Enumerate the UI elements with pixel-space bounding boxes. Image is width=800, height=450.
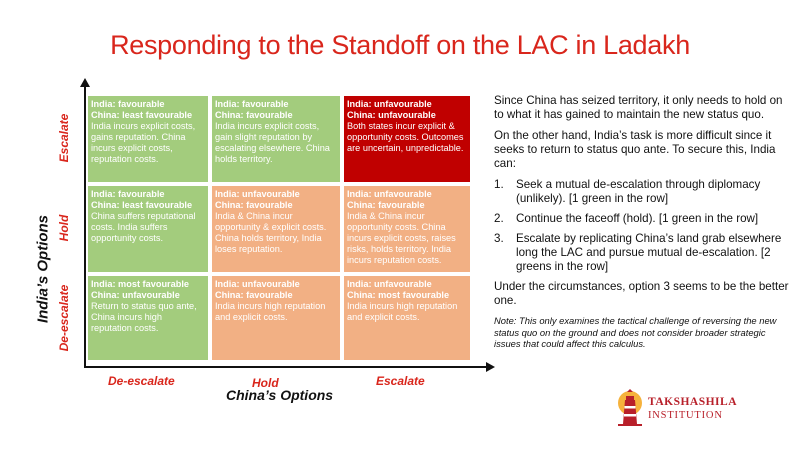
matrix-cell-r0-c1	[210, 94, 342, 184]
cell-china-status: China: favourable	[215, 200, 293, 210]
paragraph-conclusion: Under the circumstances, option 3 seems to be the better one.	[494, 280, 789, 307]
cell-china-status: China: favourable	[215, 110, 293, 120]
y-label-hold: Hold	[57, 214, 71, 242]
payoff-matrix	[86, 94, 472, 362]
footnote: Note: This only examines the tactical challenge of reversing the new status quo on the ground and does not consider broader strategic issues that could affect this calculus.	[494, 315, 777, 349]
cell-china-status: China: favourable	[215, 290, 293, 300]
cell-china-status: China: least favourable	[91, 200, 193, 210]
cell-description: India & China incur opportunity & explicit costs. China holds territory, India loses reputation.	[215, 211, 327, 254]
takshashila-logo	[614, 388, 794, 428]
logo-text-line2: INSTITUTION	[648, 410, 723, 421]
matrix-cell-r1-c0	[86, 184, 210, 274]
x-axis-arrow-icon	[486, 362, 495, 372]
cell-description: Both states incur explicit & opportunity costs. Outcomes are uncertain, unpredictable.	[347, 121, 464, 153]
y-label-escalate: Escalate	[57, 113, 71, 163]
cell-description: India incurs explicit costs, gains reputation. China incurs explicit costs, reputation costs.	[91, 121, 196, 164]
cell-india-status: India: unfavourable	[347, 99, 432, 109]
cell-india-status: India: unfavourable	[215, 279, 300, 289]
list-item-text: Seek a mutual de-escalation through diplomacy (unlikely). [1 green in the row]	[516, 178, 761, 205]
cell-china-status: China: favourable	[347, 200, 425, 210]
cell-description: India incurs high reputation and explicit costs.	[347, 301, 458, 322]
cell-india-status: India: unfavourable	[215, 189, 300, 199]
logo-text-line1: TAKSHASHILA	[648, 396, 738, 408]
cell-india-status: India: most favourable	[91, 279, 190, 289]
cell-description: India incurs high reputation and explicit costs.	[215, 301, 326, 322]
list-item	[494, 232, 792, 274]
paragraph-india-task: On the other hand, India’s task is more difficult since it seeks to return to status quo ante. To secure this, India can:	[494, 129, 776, 170]
paragraph-intro: Since China has seized territory, it only needs to hold on to what it has gained to maintain the new status quo.	[494, 94, 783, 121]
x-label-escalate: Escalate	[376, 374, 425, 388]
cell-china-status: China: unfavourable	[347, 110, 436, 120]
x-label-hold: Hold	[252, 376, 279, 390]
cell-india-status: India: favourable	[91, 189, 165, 199]
matrix-cell-r2-c0	[86, 274, 210, 362]
list-item-text: Escalate by replicating China’s land grab elsewhere long the LAC and pursue mutual de-escalation. [2 greens in the row]	[516, 232, 782, 273]
list-item-number: 3.	[494, 232, 504, 245]
list-item-number: 1.	[494, 178, 504, 191]
cell-india-status: India: unfavourable	[347, 279, 432, 289]
y-label-de-escalate: De-escalate	[57, 284, 71, 352]
x-axis-line	[84, 366, 488, 368]
list-item-number: 2.	[494, 212, 504, 225]
matrix-cell-r2-c1	[210, 274, 342, 362]
x-axis-title: China’s Options	[226, 387, 334, 403]
cell-description: India & China incur opportunity costs. China incurs explicit costs, raises risks, holds territory. India incurs reputation costs.	[347, 211, 456, 265]
cell-india-status: India: unfavourable	[347, 189, 432, 199]
lighthouse-icon	[614, 388, 646, 428]
y-axis-title: India’s Options	[34, 214, 52, 324]
cell-description: China suffers reputational costs. India suffers opportunity costs.	[91, 211, 196, 243]
matrix-cell-r1-c1	[210, 184, 342, 274]
list-item	[494, 178, 792, 206]
cell-india-status: India: favourable	[91, 99, 165, 109]
matrix-cell-r0-c2	[342, 94, 472, 184]
matrix-cell-r1-c2	[342, 184, 472, 274]
cell-description: India incurs explicit costs, gain slight reputation by escalating elsewhere. China holds territory.	[215, 121, 330, 164]
analysis-text	[494, 94, 792, 350]
list-item	[494, 212, 792, 226]
matrix-cell-r0-c0	[86, 94, 210, 184]
cell-china-status: China: unfavourable	[91, 290, 180, 300]
page-title: Responding to the Standoff on the LAC in Ladakh	[110, 30, 690, 60]
list-item-text: Continue the faceoff (hold). [1 green in the row]	[516, 212, 759, 225]
cell-china-status: China: least favourable	[91, 110, 193, 120]
cell-china-status: China: most favourable	[347, 290, 450, 300]
cell-india-status: India: favourable	[215, 99, 289, 109]
matrix-cell-r2-c2	[342, 274, 472, 362]
y-axis-arrow-icon	[80, 78, 90, 87]
cell-description: Return to status quo ante, China incurs high reputation costs.	[91, 301, 197, 333]
x-label-de-escalate: De-escalate	[108, 374, 175, 388]
